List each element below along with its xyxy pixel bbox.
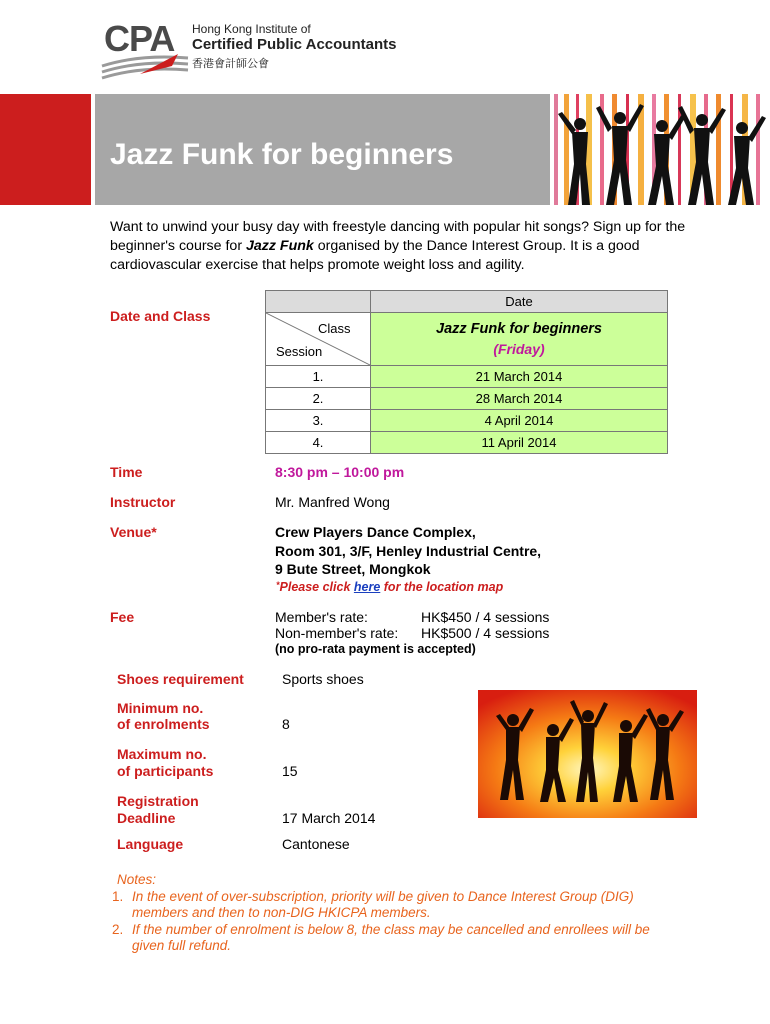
note-number: 1. — [112, 888, 124, 904]
table-row — [266, 366, 668, 388]
deadline-label1: Registration — [117, 793, 199, 809]
nonmember-rate-value: HK$500 / 4 sessions — [421, 625, 550, 641]
session-cell: 1. — [266, 366, 371, 388]
instructor-label: Instructor — [110, 494, 176, 510]
banner-red-block — [0, 94, 91, 205]
shoes-value: Sports shoes — [282, 671, 364, 687]
note-line1: If the number of enrolment is below 8, the class may be cancelled and enrollees will be — [132, 921, 650, 937]
intro-part1: Want to unwind your busy day with freestyle dancing with popular hit songs? Sign up for the beginner's course for — [110, 219, 686, 254]
deadline-label2: Deadline — [117, 810, 176, 826]
class-session-header — [266, 313, 371, 366]
date-cell: 28 March 2014 — [371, 388, 668, 410]
date-cell: 21 March 2014 — [371, 366, 668, 388]
dancers-banner-image — [550, 94, 770, 205]
notes-title: Notes: — [117, 872, 157, 887]
note-line1: In the event of over-subscription, priority will be given to Dance Interest Group (DIG) — [132, 888, 634, 904]
session-cell: 3. — [266, 410, 371, 432]
intro-course-name: Jazz Funk — [246, 238, 314, 254]
min-enrol-label2: of enrolments — [117, 716, 210, 732]
venue-line2: Room 301, 3/F, Henley Industrial Centre, — [275, 543, 542, 559]
note-post: for the location map — [380, 580, 504, 594]
logo-abbr: CPA — [104, 18, 175, 59]
location-note — [276, 580, 503, 594]
member-rate-label: Member's rate: — [275, 609, 368, 625]
max-part-label2: of participants — [117, 763, 214, 779]
location-map-link[interactable]: here — [353, 580, 381, 594]
notes-section — [110, 872, 710, 955]
note-pre: Please click — [279, 580, 354, 594]
logo-line1: Hong Kong Institute of — [192, 22, 311, 36]
note-line2: given full refund. — [132, 938, 232, 953]
session-cell: 4. — [266, 432, 371, 454]
venue-line1: Crew Players Dance Complex, — [275, 524, 476, 540]
date-cell: 11 April 2014 — [371, 432, 668, 454]
note-number: 2. — [112, 921, 124, 937]
member-rate-value: HK$450 / 4 sessions — [421, 609, 550, 625]
note-asterisk: * — [276, 580, 280, 590]
venue-line3: 9 Bute Street, Mongkok — [275, 561, 431, 577]
date-cell: 4 April 2014 — [371, 410, 668, 432]
course-name: Jazz Funk for beginners — [436, 321, 602, 337]
schedule-table — [265, 290, 668, 454]
table-row — [266, 388, 668, 410]
note-item — [110, 889, 710, 922]
time-value: 8:30 pm – 10:00 pm — [275, 464, 405, 480]
max-part-label1: Maximum no. — [117, 746, 207, 762]
dancers-photo — [478, 690, 697, 818]
instructor-value: Mr. Manfred Wong — [275, 494, 390, 510]
time-label: Time — [110, 464, 143, 480]
intro-part2: organised by the Dance Interest Group. It is a good cardiovascular exercise that helps promote weight loss and agility. — [110, 238, 640, 273]
course-cell — [371, 313, 668, 366]
logo-line3: 香港會計師公會 — [192, 58, 269, 70]
note-line2: members and then to non-DIG HKICPA members. — [132, 905, 431, 920]
note-item — [110, 922, 710, 955]
min-enrol-label1: Minimum no. — [117, 700, 204, 716]
venue-label: Venue* — [110, 524, 157, 540]
date-header: Date — [371, 291, 668, 313]
logo-line2: Certified Public Accountants — [192, 36, 397, 53]
table-corner-header — [266, 291, 371, 313]
session-cell: 2. — [266, 388, 371, 410]
session-label: Session — [276, 344, 323, 359]
shoes-label: Shoes requirement — [117, 671, 244, 687]
page-title: Jazz Funk for beginners — [110, 138, 454, 171]
min-enrol-value: 8 — [282, 716, 290, 732]
language-label: Language — [117, 836, 184, 852]
deadline-value: 17 March 2014 — [282, 810, 376, 826]
language-value: Cantonese — [282, 836, 350, 852]
table-row — [266, 432, 668, 454]
fee-note: (no pro-rata payment is accepted) — [275, 642, 476, 656]
nonmember-rate-label: Non-member's rate: — [275, 625, 399, 641]
date-class-label: Date and Class — [110, 308, 211, 324]
class-label: Class — [318, 321, 351, 336]
fee-label: Fee — [110, 609, 135, 625]
table-row — [266, 410, 668, 432]
max-part-value: 15 — [282, 763, 298, 779]
course-day: (Friday) — [493, 341, 545, 357]
hkicpa-logo — [100, 18, 400, 78]
intro-paragraph — [110, 218, 710, 275]
